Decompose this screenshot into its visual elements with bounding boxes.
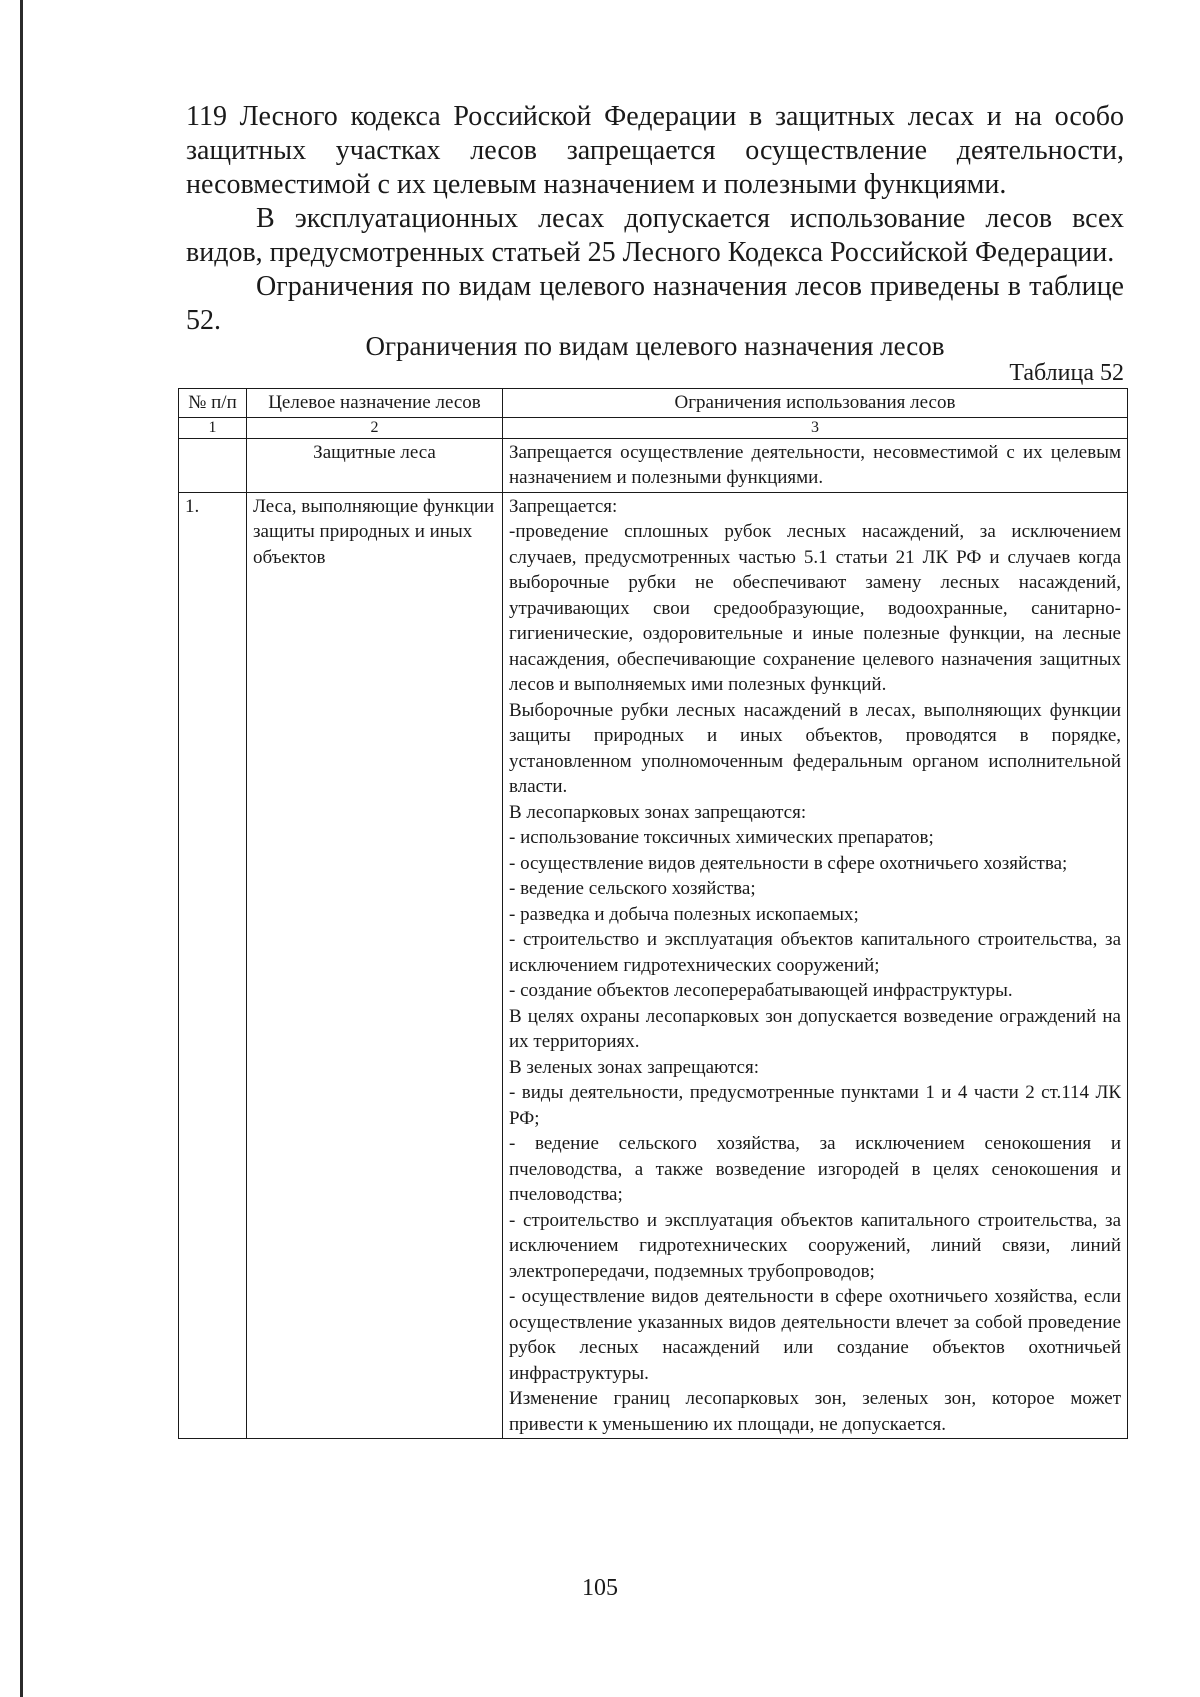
row-restrictions bbox=[503, 438, 1128, 492]
restriction-line: - ведение сельского хозяйства, за исключением сенокошения и пчеловодства, а также возведение изгородей в целях сенокошения и пчеловодства; bbox=[509, 1133, 1121, 1205]
row-restrictions bbox=[503, 492, 1128, 1439]
header-purpose: Целевое назначение лесов bbox=[247, 389, 503, 418]
row-purpose: Леса, выполняющие функции защиты природных и иных объектов bbox=[247, 492, 503, 1439]
header-restrictions: Ограничения использования лесов bbox=[503, 389, 1128, 418]
restriction-line: - строительство и эксплуатация объектов капитального строительства, за исключением гидротехнических сооружений, линий связи, линий электропередачи, подземных трубопроводов; bbox=[509, 1209, 1121, 1282]
table-header-row bbox=[179, 389, 1128, 418]
intro-paragraph: 119 Лесного кодекса Российской Федерации в защитных лесах и на особо защитных участках лесов запрещается осуществление деятельности, несовместимой с их целевым назначением и полезными функциями. bbox=[186, 101, 1124, 200]
restriction-line: - использование токсичных химических препаратов; bbox=[509, 827, 934, 848]
table-row bbox=[179, 492, 1128, 1439]
restriction-line: Запрещается: bbox=[509, 495, 618, 517]
column-number: 3 bbox=[503, 417, 1128, 438]
restriction-line: Изменение границ лесопарковых зон, зеленых зон, которое может привести к уменьшению их площади, не допускается. bbox=[509, 1388, 1121, 1435]
row-number bbox=[179, 438, 247, 492]
restriction-line: - осуществление видов деятельности в сфере охотничьего хозяйства, если осуществление указанных видов деятельности влечет за собой проведение рубок лесных насаждений или создание объектов охотничьей инфраструктуры. bbox=[509, 1286, 1121, 1384]
restriction-line: В зеленых зонах запрещаются: bbox=[509, 1056, 759, 1078]
row-purpose: Защитные леса bbox=[247, 438, 503, 492]
restriction-line: - осуществление видов деятельности в сфере охотничьего хозяйства; bbox=[509, 852, 1068, 874]
restriction-line: -проведение сплошных рубок лесных насаждений, за исключением случаев, предусмотренных частью 5.1 статьи 21 ЛК РФ и случаев когда выборочные рубки не обеспечивают замену лесных насаждений, утрачивающих свои средообразующие, водоохранные, санитарно-гигиенические, оздоровительные и иные полезные функции, на лесные насаждения, обеспечивающие сохранение целевого назначения защитных лесов и выполняемых ими полезных функций. bbox=[509, 521, 1121, 695]
restriction-line: Запрещается осуществление деятельности, несовместимой с их целевым назначением и полезными функциями. bbox=[509, 441, 1121, 488]
column-number: 1 bbox=[179, 417, 247, 438]
table-row bbox=[179, 438, 1128, 492]
restriction-line: - разведка и добыча полезных ископаемых; bbox=[509, 903, 859, 925]
column-number: 2 bbox=[247, 417, 503, 438]
restriction-line: В целях охраны лесопарковых зон допускается возведение ограждений на их территориях. bbox=[509, 1005, 1121, 1052]
column-number-row bbox=[179, 417, 1128, 438]
intro-text bbox=[186, 100, 1124, 338]
intro-paragraph: Ограничения по видам целевого назначения лесов приведены в таблице 52. bbox=[186, 271, 1124, 336]
restriction-line: - ведение сельского хозяйства; bbox=[509, 878, 756, 899]
header-number: № п/п bbox=[179, 389, 247, 418]
page-number: 105 bbox=[582, 1575, 618, 1601]
restriction-line: - строительство и эксплуатация объектов капитального строительства, за исключением гидротехнических сооружений; bbox=[509, 929, 1121, 976]
scan-edge-line bbox=[20, 0, 23, 1697]
restriction-line: - создание объектов лесоперерабатывающей инфраструктуры. bbox=[509, 980, 1013, 1001]
table-title: Ограничения по видам целевого назначения лесов bbox=[365, 331, 945, 361]
restrictions-table bbox=[178, 388, 1128, 1439]
restriction-line: Выборочные рубки лесных насаждений в лесах, выполняющих функции защиты природных и иных объектов, проводятся в порядке, установленном уполномоченным федеральным органом исполнительной власти. bbox=[509, 699, 1121, 797]
row-number: 1. bbox=[179, 492, 247, 1439]
restriction-line: - виды деятельности, предусмотренные пунктами 1 и 4 части 2 ст.114 ЛК РФ; bbox=[509, 1082, 1121, 1129]
intro-paragraph: В эксплуатационных лесах допускается использование лесов всех видов, предусмотренных статьей 25 Лесного Кодекса Российской Федерации. bbox=[186, 203, 1124, 268]
table-label: Таблица 52 bbox=[1009, 360, 1124, 386]
restriction-line: В лесопарковых зонах запрещаются: bbox=[509, 801, 807, 823]
